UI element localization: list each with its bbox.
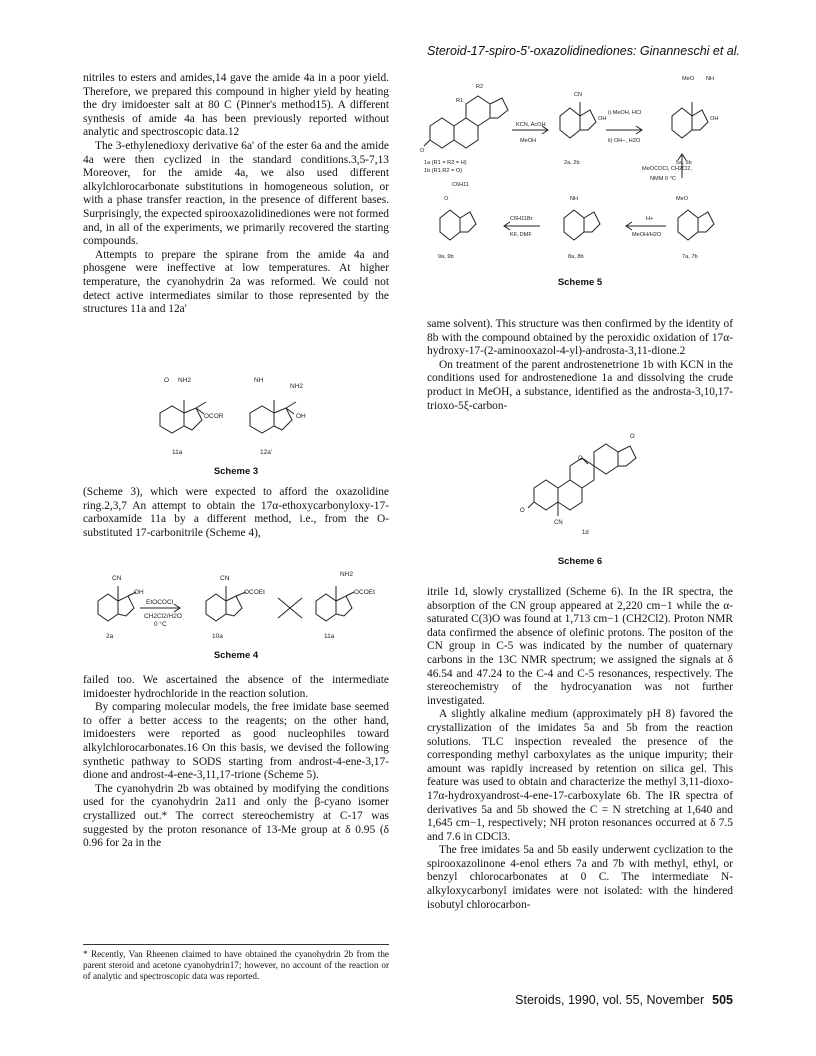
scheme-4-label: 11a [324,633,335,640]
scheme-4-label: 2a [106,633,114,640]
scheme-6-figure [520,420,660,538]
scheme-5-label: 7a, 7b [682,254,698,260]
scheme-5-reagent: ii) OH−, H2O [608,138,641,144]
paragraph: By comparing molecular models, the free imidate base seemed to offer a better access to the reagents; on the other hand, imidoesters were reported as good nucleophiles toward alkylchlorocarbonates.16 On this basis, we devised the following synthetic pathway to SODS starting from androst-4-ene-3,17-dione and androst-4-ene-3,11,17-trione (Scheme 5). [83,701,389,782]
scheme-5-reagent: MeOH [520,138,537,144]
scheme-5-reagent: KCN, AcOH [516,122,546,128]
scheme-5-reagent: i) MeOH, HCl [608,110,642,116]
scheme-5-group: MeO [676,196,689,202]
scheme-5-reagent: C6H11Br [510,216,533,222]
scheme-4-group: CN [220,575,230,582]
scheme-5-reagent: H+ [646,216,654,222]
scheme-5-group: NH [570,196,579,202]
journal-citation: Steroids, 1990, vol. 55, November [515,993,705,1007]
scheme-5-label: 5a, 5b [676,160,692,166]
scheme-5-group: OH [710,116,719,122]
scheme-4-group: OH [134,589,144,596]
scheme-4-group: OCOEt [244,589,265,596]
scheme-4-group: NH2 [340,571,354,578]
scheme-3-group: OH [296,413,306,420]
paragraph: nitriles to esters and amides,14 gave the amide 4a in a poor yield. Therefore, we prepared this compound in higher yield by heating the dry imidoester salt at 80 C (Pinner's method15). A different synthesis of amide 4a has been previously reported without analytic and spectroscopic data.12 [83,72,389,139]
scheme-5-label: 1b (R1,R2 = O) [424,168,463,174]
scheme-3-group: NH2 [178,377,192,384]
scheme-4-reagent: CH2Cl2/H2O [144,613,182,620]
scheme-3-caption: Scheme 3 [213,466,259,477]
scheme-3-figure [140,368,330,460]
scheme-5-group: MeO [682,76,695,82]
left-column-block-2 [83,486,389,540]
scheme-6-group: O [520,508,525,514]
scheme-4-group: OCOEt [354,589,375,596]
scheme-6-caption: Scheme 6 [557,556,603,567]
scheme-5-group: R1 [456,98,464,104]
scheme-5-figure [420,68,740,274]
scheme-5-group: CN [574,92,583,98]
scheme-3-label: 12a' [260,449,273,456]
scheme-5-reagent: MeOCOCl, CH2Cl2, [642,166,693,172]
scheme-6-group: O [630,434,635,440]
scheme-4-caption: Scheme 4 [213,650,259,661]
paragraph: A slightly alkaline medium (approximately pH 8) favored the crystallization of the imidates 5a and 5b from the reaction solutions. TLC inspection revealed the presence of the corresponding methyl carboxylates as the unique impurity; their amount was rapidly increased by retention on silica gel. This feature was used to obtain and characterize the methyl 3,11-dioxo-17α-hydroxyandrost-4-ene-17-carboxylate 6b. The IR spectra of derivatives 5a and 5b showed the C = N stretching at 1,640 and 1,645 cm−1, respectively; NH proton resonances occurred at δ 7.5 and 7.6 in CDCl3. [427,708,733,843]
scheme-5-group: NH [706,76,715,82]
scheme-6-label: 1d [582,530,589,536]
scheme-3-group: NH [254,377,264,384]
scheme-5-reagent: NMM 0 °C [650,176,676,182]
paragraph: (Scheme 3), which were expected to afford the oxazolidine ring.2,3,7 An attempt to obtain the 17α-ethoxycarbonyloxy-17-carboxamide 11a by a different method, i.e., from the O-substituted 17-carbonitrile (Scheme 4), [83,486,389,539]
paragraph: same solvent). This structure was then confirmed by the identity of 8b with the compound obtained by the peroxidic oxidation of 17α-hydroxy-17-(2-aminooxazol-4-yl)-androsta-3,11-dione.2 [427,318,733,358]
footnote: * Recently, Van Rheenen claimed to have obtained the cyanohydrin 2b from the parent steroid and acetone cyanohydrin17; however, no account of the reaction or of analytic and spectroscopic data was reported. [83,944,389,982]
scheme-5-group: O [444,196,449,202]
paragraph: The 3-ethylenedioxy derivative 6a' of the ester 6a and the amide 4a were then cyclized in the standard conditions.3,5-7,13 Moreover, for the amide 4a, we also used different alkylchlorocarbonate substitutions in homogeneous solution, or with a phase transfer reaction, in the presence of different bases. Surprisingly, the expected spirooxazolidinediones were not formed and, in all of the experiments, we primarily recovered the starting compounds. [83,139,389,248]
scheme-5-caption: Scheme 5 [557,277,603,288]
scheme-5-group: C6H11 [452,182,469,188]
paragraph: failed too. We ascertained the absence of the intermediate imidoester hydrochloride in the reaction solution. [83,674,389,700]
scheme-5-label: 1a (R1 = R2 = H) [424,160,467,166]
scheme-5-label: 9a, 9b [438,254,454,260]
scheme-4-reagent: 0 °C [154,621,167,628]
paragraph: The cyanohydrin 2b was obtained by modifying the conditions used for the cyanohydrin 2a11 and only the β-cyano isomer crystallized out.* The correct stereochemistry at C-17 was suggested by the proton resonance of 13-Me group at δ 0.95 (δ 0.96 for 2a in the [83,782,389,850]
scheme-5-reagent: MeOH/H2O [632,232,662,238]
scheme-3-group: O [164,377,170,384]
scheme-5-group: R2 [476,84,484,90]
scheme-3-label: 11a [172,449,183,456]
scheme-4-group: CN [112,575,122,582]
page-footer [480,993,733,1007]
scheme-5-group: OH [598,116,607,122]
scheme-5-label: 8a, 8b [568,254,584,260]
scheme-3-group: NH2 [290,383,304,390]
scheme-5-reagent: KF, DMF [510,232,532,238]
paragraph: On treatment of the parent androstenetrione 1b with KCN in the conditions used for androstenedione 1a and dissolving the crude product in MeOH, a substance, identified as the androsta-3,10,17-trioxo-5ξ-carbon- [427,358,733,412]
page-number: 505 [712,993,733,1007]
scheme-6-group: CN [554,520,563,526]
scheme-5-group: O [420,148,425,154]
running-title: Steroid-17-spiro-5'-oxazolidinediones: Ginanneschi et al. [427,44,740,58]
paragraph: itrile 1d, slowly crystallized (Scheme 6). In the IR spectra, the absorption of the CN group appeared at 2,220 cm−1 while the α-saturated C(3)O was found at 1,713 cm−1 (CH2Cl2). Proton NMR data confirmed the absence of olefinic protons. The positon of the CN group in C-5 was indicated by the number of quaternary carbons in the 13C NMR spectrum; we assigned the signals at δ 46.54 and 47.24 to the C-4 and C-5 resonances, respectively. The stereochemistry of the hydrocyanation was not further investigated. [427,586,733,707]
right-column-block-2 [427,586,733,912]
scheme-4-figure [88,566,388,644]
scheme-3-group: OCOR [204,413,224,420]
scheme-5-label: 2a, 2b [564,160,580,166]
scheme-4-reagent: EtOCOCl [146,599,174,606]
left-column-block-1 [83,72,389,317]
scheme-4-label: 10a [212,633,223,640]
paragraph: The free imidates 5a and 5b easily underwent cyclization to the spirooxazolinone 4-enol ethers 7a and 7b with methyl, ethyl, or benzyl chlorocarbonates at 0 C. The intermediate N-alkyloxycarbonyl imidates were not isolated: with the hindered isobutyl chlorocarbon- [427,844,733,911]
scheme-6-group: O [578,456,583,462]
right-column-block-1 [427,318,733,413]
paragraph: Attempts to prepare the spirane from the amide 4a and phosgene were ineffective at low temperatures. At higher temperature, the cyanohydrin 2a was reformed. We could not detect active intermediates similar to those represented by the structures 11a and 12a' [83,248,389,316]
left-column-block-3 [83,674,389,851]
